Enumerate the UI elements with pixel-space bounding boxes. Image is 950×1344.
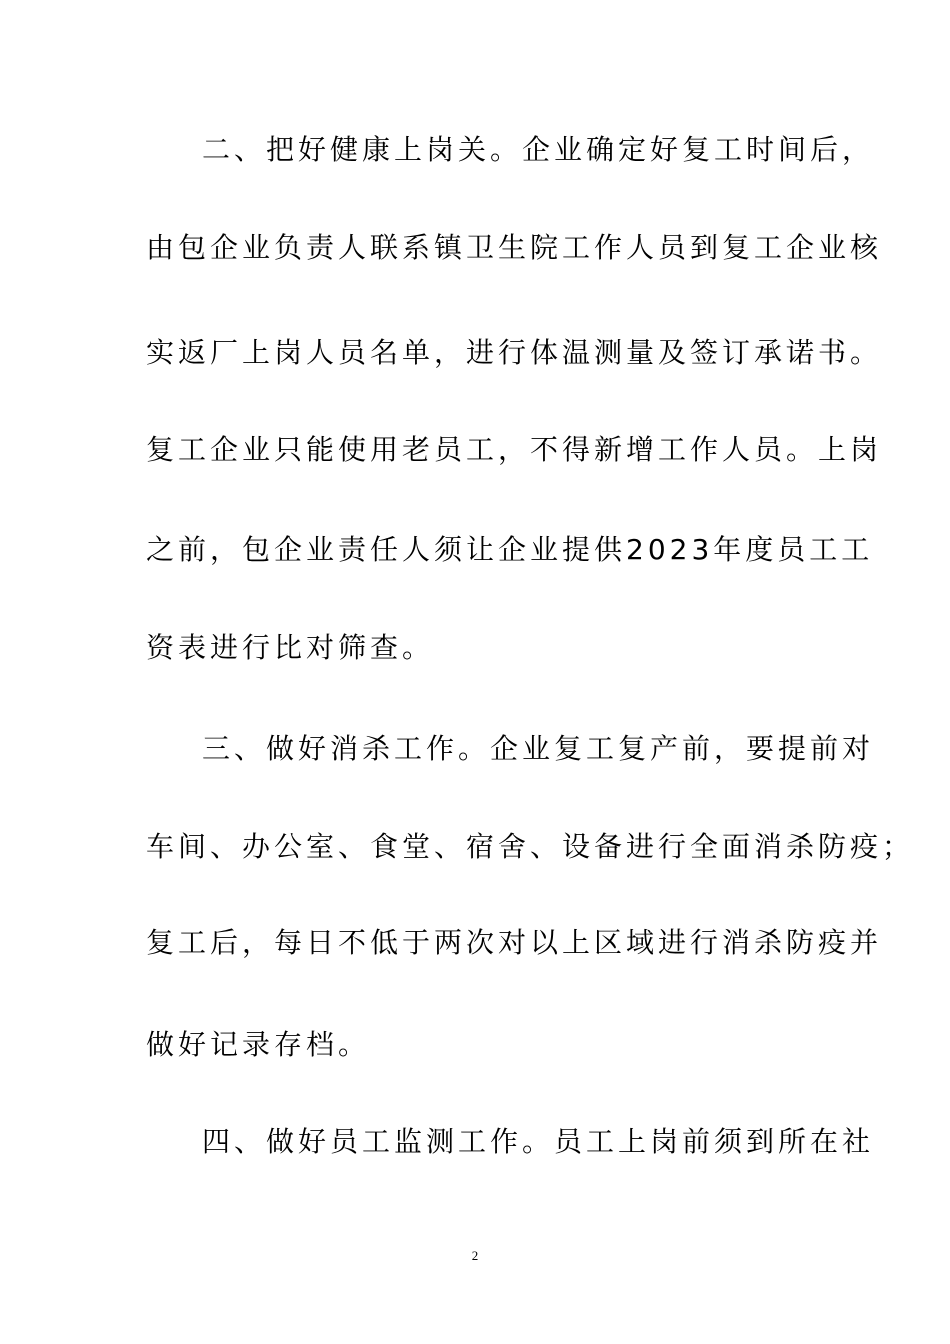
paragraph-2-line-6: 资表进行比对筛查。 xyxy=(146,631,435,664)
paragraph-2-line-1: 二、把好健康上岗关。企业确定好复工时间后， xyxy=(202,133,875,166)
paragraph-3-line-4: 做好记录存档。 xyxy=(146,1028,371,1061)
paragraph-2-line-2: 由包企业负责人联系镇卫生院工作人员到复工企业核 xyxy=(146,231,883,264)
paragraph-3-line-2: 车间、办公室、食堂、宿舍、设备进行全面消杀防疫； xyxy=(146,830,915,863)
paragraph-2-line-4: 复工企业只能使用老员工，不得新增工作人员。上岗 xyxy=(146,433,883,466)
paragraph-2-line-3: 实返厂上岗人员名单，进行体温测量及签订承诺书。 xyxy=(146,336,883,369)
paragraph-3-line-3: 复工后，每日不低于两次对以上区域进行消杀防疫并 xyxy=(146,926,883,959)
paragraph-4-line-1: 四、做好员工监测工作。员工上岗前须到所在社 xyxy=(202,1125,875,1158)
paragraph-3-line-1: 三、做好消杀工作。企业复工复产前，要提前对 xyxy=(202,732,875,765)
page-number: 2 xyxy=(471,1248,479,1263)
paragraph-2-line-5: 之前，包企业责任人须让企业提供2023年度员工工 xyxy=(146,533,874,566)
